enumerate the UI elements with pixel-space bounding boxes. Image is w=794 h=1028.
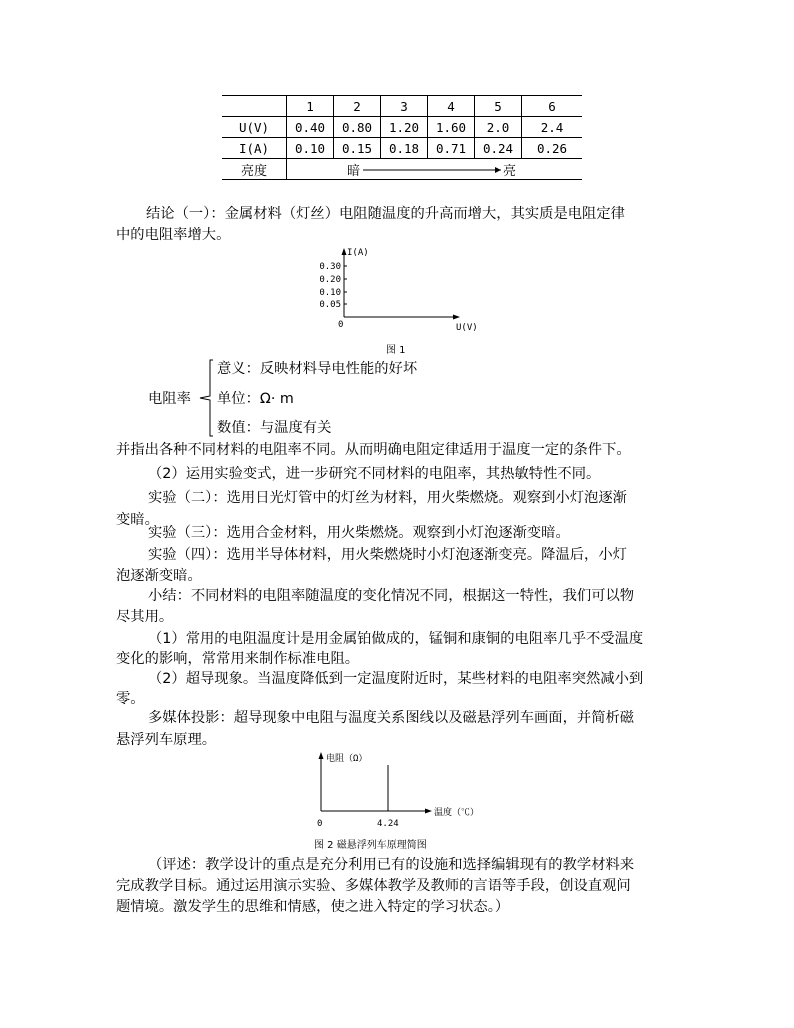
table-cell: 0.80 [334, 117, 381, 138]
figure-2-axes [306, 747, 496, 831]
paragraph-line: 零。 [116, 691, 145, 707]
brace-icon [196, 358, 216, 438]
brightness-dark: 暗 [347, 164, 361, 179]
figure-1-ytick-label: 0.30 [319, 262, 341, 272]
figure-1-ytick-label: 0.05 [319, 300, 341, 310]
conclusion-line-1: 结论（一）：金属材料（灯丝）电阻随温度的升高而增大，其实质是电阻定律 [146, 206, 625, 222]
table-header-row [222, 96, 582, 117]
table-header-cell: 1 [287, 96, 334, 117]
figure-1-ytick-label: 0.10 [319, 288, 341, 298]
paragraph-line: 悬浮列车原理。 [116, 732, 217, 748]
table-header-cell: 2 [334, 96, 381, 117]
table-cell: 0.10 [287, 138, 334, 159]
resistivity-term: 电阻率 [148, 391, 191, 407]
table-cell: 2.4 [522, 117, 583, 138]
figure-2-origin: 0 [317, 819, 323, 829]
brightness-arrow [363, 159, 503, 179]
paragraph-line: 实验（二）：选用日光灯管中的灯丝为材料，用火柴燃烧。观察到小灯泡逐渐 [148, 490, 627, 506]
figure-1-ylabel: I(A) [347, 248, 369, 258]
figure-2-ylabel: 电阻（Ω） [326, 754, 368, 764]
paragraph-line: 实验（四）：选用半导体材料，用火柴燃烧时小灯泡逐渐变亮。降温后，小灯 [148, 547, 627, 563]
paragraph-line: 多媒体投影：超导现象中电阻与温度关系图线以及磁悬浮列车画面，并简析磁 [148, 710, 635, 726]
table-cell: 0.26 [522, 138, 583, 159]
paragraph-line: 实验（三）：选用合金材料，用火柴燃烧。观察到小灯泡逐渐变暗。 [148, 525, 570, 541]
figure-1-origin: 0 [338, 320, 344, 330]
resistivity-value: 数值：与温度有关 [217, 420, 332, 436]
comment-line: （评述：教学设计的重点是充分利用已有的设施和选择编辑现有的教学材料来 [148, 857, 635, 873]
paragraph-line: （2）运用实验变式，进一步研究不同材料的电阻率，其热敏特性不同。 [148, 466, 601, 482]
table-cell: 0.71 [428, 138, 475, 159]
paragraph-line: 小结：不同材料的电阻率随温度的变化情况不同，根据这一特性，我们可以物 [148, 588, 635, 604]
table-row [222, 138, 582, 159]
paragraph-line: （1）常用的电阻温度计是用金属铂做成的，锰铜和康铜的电阻率几乎不受温度 [148, 631, 644, 647]
table-header-cell: 6 [522, 96, 583, 117]
table-header-cell: 4 [428, 96, 475, 117]
figure-1-caption: 图 1 [386, 345, 406, 356]
table-header-cell: 5 [475, 96, 522, 117]
table-header-cell: 3 [381, 96, 428, 117]
brightness-label: 亮度 [222, 159, 287, 180]
paragraph-line: 变暗。 [116, 512, 159, 528]
figure-2-xlabel: 温度（℃） [434, 808, 480, 818]
figure-1-xlabel: U(V) [456, 323, 478, 333]
comment-line: 完成教学目标。通过运用演示实验、多媒体教学及教师的言语等手段，创设直观问 [116, 878, 631, 894]
paragraph-line: （2）超导现象。当温度降低到一定温度附近时，某些材料的电阻率突然减小到 [148, 671, 644, 687]
table-cell: 0.40 [287, 117, 334, 138]
paragraph-line: 并指出各种不同材料的电阻率不同。从而明确电阻定律适用于温度一定的条件下。 [116, 442, 631, 458]
comment-line: 题情境。激发学生的思维和情感，使之进入特定的学习状态。） [116, 899, 510, 915]
table-row-label: U(V) [222, 117, 287, 138]
table-cell: 0.15 [334, 138, 381, 159]
paragraph-line: 尽其用。 [116, 609, 174, 625]
table-cell: 1.60 [428, 117, 475, 138]
figure-2-caption: 图 2 磁悬浮列车原理简图 [314, 840, 427, 851]
paragraph-line: 变化的影响，常常用来制作标准电阻。 [116, 651, 360, 667]
figure-1-ytick-label: 0.20 [319, 275, 341, 285]
conclusion-line-2: 中的电阻率增大。 [116, 227, 231, 243]
table-row-label: I(A) [222, 138, 287, 159]
table-cell: 1.20 [381, 117, 428, 138]
figure-2-y-arrow [319, 752, 324, 759]
table-cell: 2.0 [475, 117, 522, 138]
brightness-scale [287, 159, 583, 180]
table-row-brightness [222, 159, 582, 180]
data-table [222, 95, 582, 180]
table-cell: 0.18 [381, 138, 428, 159]
resistivity-meaning: 意义：反映材料导电性能的好坏 [217, 361, 418, 377]
table-header-cell [222, 96, 287, 117]
table-cell: 0.24 [475, 138, 522, 159]
figure-1-axes [306, 244, 496, 336]
brightness-bright: 亮 [503, 164, 517, 179]
paragraph-line: 泡逐渐变暗。 [116, 568, 202, 584]
figure-2-xtick-label: 4.24 [377, 819, 399, 829]
figure-2-x-arrow [425, 809, 432, 814]
figure-1-x-arrow [453, 315, 460, 320]
figure-1-y-arrow [342, 248, 347, 255]
resistivity-unit: 单位：Ω· m [217, 391, 294, 407]
table-row [222, 117, 582, 138]
